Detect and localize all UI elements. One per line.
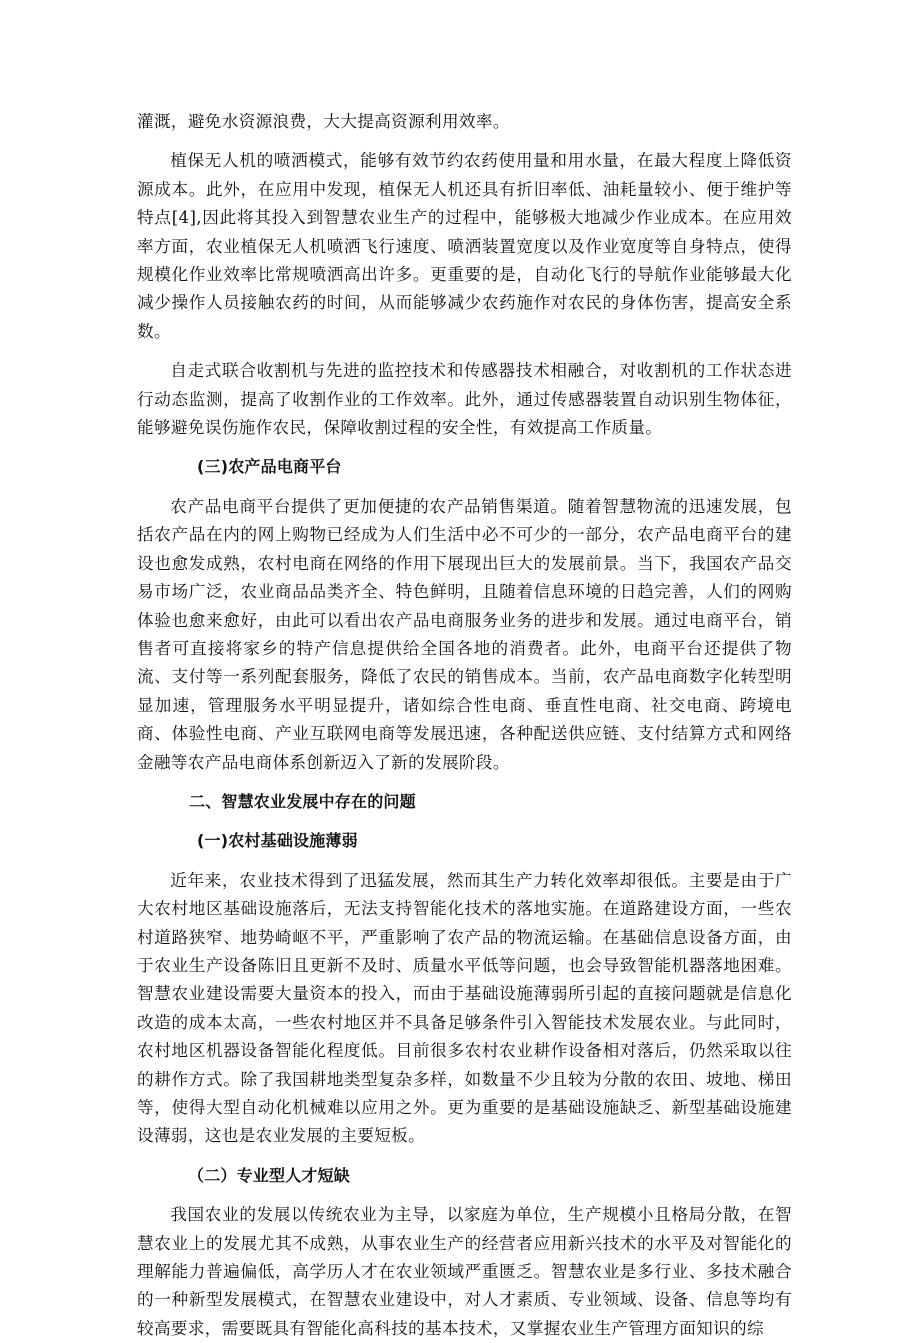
heading-rural-infrastructure: (一)农村基础设施薄弱: [197, 831, 358, 851]
paragraph-irrigation-end: 灌溉，避免水资源浪费，大大提高资源利用效率。: [137, 112, 510, 131]
document-page: [137, 108, 792, 1343]
paragraph-ecommerce: 农产品电商平台提供了更加便捷的农产品销售渠道。随着智慧物流的迅速发展，包括农产品在内的网上购物已经成为人们生活中必不可少的一部分，农产品电商平台的建设也愈发成熟，农村电商在网络的作用下展现出巨大的发展前景。当下，我国农产品交易市场广泛，农业商品品类齐全、特色鲜明，且随着信息环境的日趋完善，人们的网购体验也愈来愈好，由此可以看出农产品电商服务业务的进步和发展。通过电商平台，销售者可直接将家乡的特产信息提供给全国各地的消费者。此外，电商平台还提供了物流、支付等一系列配套服务，降低了农民的销售成本。当前，农产品电商数字化转型明显加速，管理服务水平明显提升，诸如综合性电商、垂直性电商、社交电商、跨境电商、体验性电商、产业互联网电商等发展迅速，各种配送供应链、支付结算方式和网络金融等农产品电商体系创新迈入了新的发展阶段。: [137, 496, 792, 772]
paragraph-combine-harvester: 自走式联合收割机与先进的监控技术和传感器技术相融合，对收割机的工作状态进行动态监测，提高了收割作业的工作效率。此外，通过传感器装置自动识别生物体征，能够避免误伤施作农民，保障收割过程的安全性，有效提高工作质量。: [137, 361, 792, 438]
paragraph-infrastructure: 近年来，农业技术得到了迅猛发展，然而其生产力转化效率却很低。主要是由于广大农村地区基础设施落后，无法支持智能化技术的落地实施。在道路建设方面，一些农村道路狭窄、地势崎岖不平，严重影响了农产品的物流运输。在基础信息设备方面，由于农业生产设备陈旧且更新不及时、质量水平低等问题，也会导致智能机器落地困难。智慧农业建设需要大量资本的投入，而由于基础设施薄弱所引起的直接问题就是信息化改造的成本太高，一些农村地区并不具备足够条件引入智能技术发展农业。与此同时，农村地区机器设备智能化程度低。目前很多农村农业耕作设备相对落后，仍然采取以往的耕作方式。除了我国耕地类型复杂多样，如数量不少且较为分散的农田、坡地、梯田等，使得大型自动化机械难以应用之外。更为重要的是基础设施缺乏、新型基础设施建设薄弱，这也是农业发展的主要短板。: [137, 870, 792, 1146]
heading-ecommerce-platform: (三)农产品电商平台: [197, 457, 342, 477]
paragraph-drone-spraying: 植保无人机的喷洒模式，能够有效节约农药使用量和用水量，在最大程度上降低资源成本。此外，在应用中发现，植保无人机还具有折旧率低、油耗量较小、便于维护等特点[4],因此将其投入到智慧农业生产的过程中，能够极大地减少作业成本。在应用效率方面，农业植保无人机喷洒飞行速度、喷洒装置宽度以及作业宽度等自身特点，使得规模化作业效率比常规喷洒高出许多。更重要的是，自动化飞行的导航作业能够最大化减少操作人员接触农药的时间，从而能够减少农药施作对农民的身体伤害，提高安全系数。: [137, 151, 792, 341]
heading-section-problems: 二、智慧农业发展中存在的问题: [189, 791, 416, 811]
paragraph-talent: 我国农业的发展以传统农业为主导，以家庭为单位，生产规模小且格局分散，在智慧农业上的发展尤其不成熟，从事农业生产的经营者应用新兴技术的水平及对智能化的理解能力普遍偏低，高学历人才在农业领域严重匮乏。智慧农业是多行业、多技术融合的一种新型发展模式，在智慧农业建设中，对人才素质、专业领域、设备、信息等均有较高要求，需要既具有智能化高科技的基本技术，又掌握农业生产管理方面知识的综: [137, 1205, 792, 1338]
heading-talent-shortage: （二）专业型人才短缺: [188, 1165, 351, 1185]
